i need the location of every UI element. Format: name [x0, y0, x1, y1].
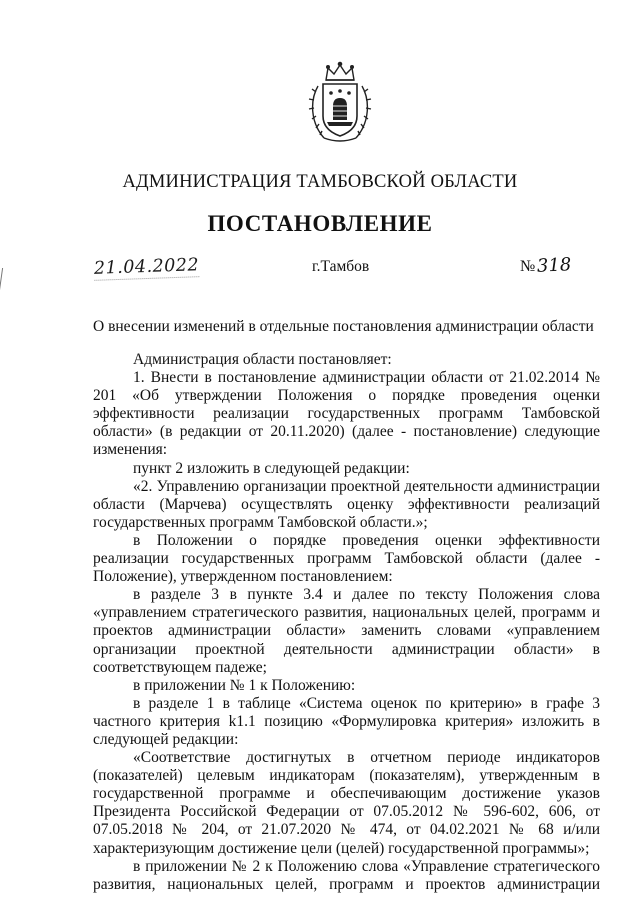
document-type-title: ПОСТАНОВЛЕНИЕ	[207, 211, 433, 236]
body-paragraph: пункт 2 изложить в следующей редакции:	[133, 459, 410, 477]
body-paragraph: «Соответствие достигнутых в отчетном периоде индикаторов (показателей) целевым индикаторам (показателям), утвержденным в государственной программе и обеспечивающим достижение указов Президента Российской Федерации от 07.05.2012 № 596-602, 606, от 07.05.2018 № 204, от 21.07.2020 № 474, от 04.02.2021 № 68 и/или характеризующим достижение цели (целей) государственной программы»;	[93, 749, 600, 857]
body-paragraph: в разделе 1 в таблице «Система оценок по критерию» в графе 3 частного критерия k1.1 позицию «Формулировка критерия» изложить в следующей редакции:	[93, 694, 600, 748]
document-body	[93, 351, 600, 894]
body-paragraph: в Положении о порядке проведения оценки эффективности реализации государственных программ Тамбовской области (далее - Положение), утвержденном постановлением:	[93, 531, 600, 586]
body-paragraph: 1. Внести в постановление администрации области от 21.02.2014 № 201 «Об утверждении Положения о порядке проведения оценки эффективности реализации государственных программ Тамбовской области» (в редакции от 20.11.2020) (далее - постановление) следующие изменения:	[93, 369, 600, 459]
tambov-oblast-coat-of-arms-icon	[304, 60, 376, 146]
handwritten-date: 21.04.2022	[93, 255, 200, 279]
body-paragraph: в приложении № 2 к Положению слова «Управление стратегического развития, национальных целей, программ и проектов администрации	[93, 857, 600, 893]
handwritten-number: 318	[536, 254, 573, 277]
body-paragraph: в приложении № 1 к Положению:	[133, 676, 356, 694]
body-paragraph: «2. Управлению организации проектной деятельности администрации области (Марчева) осуществлять оценку эффективности реализаций государственных программ Тамбовской области.»;	[93, 477, 600, 531]
number-sign: №	[520, 258, 536, 275]
body-paragraph: в разделе 3 в пункте 3.4 и далее по тексту Положения слова «управлением стратегического развития, национальных целей, программ и проектов администрации области» заменить словами «управлением организации проектной деятельности администрации области» в соответствующем падеже;	[93, 586, 600, 676]
document-subject: О внесении изменений в отдельные постановления администрации области	[93, 318, 594, 335]
document-number	[520, 255, 572, 276]
city-name: г.Тамбов	[312, 258, 370, 275]
organization-title: АДМИНИСТРАЦИЯ ТАМБОВСКОЙ ОБЛАСТИ	[122, 172, 518, 192]
body-paragraph: Администрация области постановляет:	[133, 351, 392, 368]
scan-edge-mark	[0, 268, 7, 298]
